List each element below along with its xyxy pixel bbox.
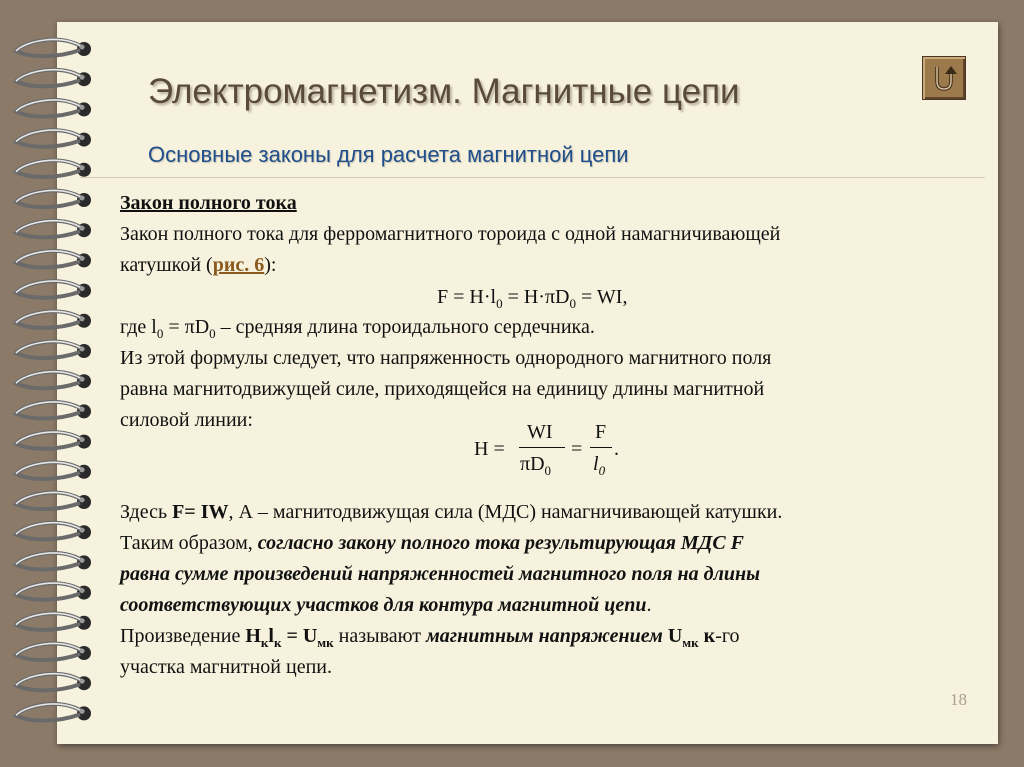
conclusion-line-3: силовой линии: [120,409,253,431]
summary-line-3: соответствующих участков для контура магнитной цепи. [120,594,652,616]
fraction-1-numerator: WI [527,421,553,443]
u-turn-back-icon [928,62,960,94]
binding-ring [16,281,91,298]
binding-ring [16,160,91,177]
fraction-1-bar [519,447,565,448]
fraction-2-bar [590,447,612,448]
binding-ring [16,100,91,117]
binding-ring [16,372,91,389]
formula-full-current: $F = H\cdot l_0 = H\cdot\pi D_0$ = WI, [437,286,628,311]
binding-ring [16,674,91,691]
fraction-2-denominator: $l_0$ [593,453,606,478]
binding-ring [16,523,91,540]
binding-ring [16,342,91,359]
binding-ring [16,583,91,600]
law-text-line-2: катушкой (рис. 6): [120,254,277,276]
binding-ring [16,251,91,268]
fraction-1-denominator: $\pi D_0$ [520,453,552,478]
mmf-definition-line: Здесь F= IW, А – магнитодвижущая сила (МДС) намагничивающей катушки. [120,501,783,523]
binding-ring [16,553,91,570]
binding-ring [16,311,91,328]
binding-ring [16,221,91,238]
magnetic-voltage-line-1: Произведение $H_кl_к = U_{мк}$ называют магнитным напряжением $U_{мк}$ к-го [120,625,740,650]
spiral-binding [0,0,120,767]
binding-ring [16,70,91,87]
law-text-line-1: Закон полного тока для ферромагнитного тороида с одной намагничивающей [120,223,781,245]
binding-ring [16,432,91,449]
binding-ring [16,644,91,661]
back-button[interactable] [922,56,966,100]
binding-ring [16,462,91,479]
page-title: Электромагнетизм. Магнитные цепи [148,72,740,111]
section-header: Закон полного тока [120,192,297,214]
conclusion-line-2: равна магнитодвижущей силе, приходящейся на единицу длины магнитной [120,378,765,400]
formula-lhs: H = [474,438,505,460]
page-subtitle: Основные законы для расчета магнитной цепи [148,142,629,167]
formula-period: . [614,438,619,460]
binding-ring [16,402,91,419]
binding-ring [16,40,91,57]
figure-6-link[interactable]: рис. 6 [212,254,265,276]
magnetic-voltage-line-2: участка магнитной цепи. [120,656,332,678]
divider [80,177,985,178]
binding-ring [16,191,91,208]
fraction-2-numerator: F [595,421,607,443]
binding-ring [16,130,91,147]
page-number: 18 [950,690,967,709]
where-line: где $l_0 = \pi D_0$ – средняя длина тороидального сердечника. [120,316,595,341]
binding-ring [16,704,91,721]
binding-ring [16,613,91,630]
binding-ring [16,493,91,510]
formula-equals: = [571,438,583,460]
summary-line-1: Таким образом, согласно закону полного тока результирующая МДС F [120,532,745,554]
conclusion-line-1: Из этой формулы следует, что напряженность однородного магнитного поля [120,347,772,369]
summary-line-2: равна сумме произведений напряженностей магнитного поля на длины [120,563,760,585]
